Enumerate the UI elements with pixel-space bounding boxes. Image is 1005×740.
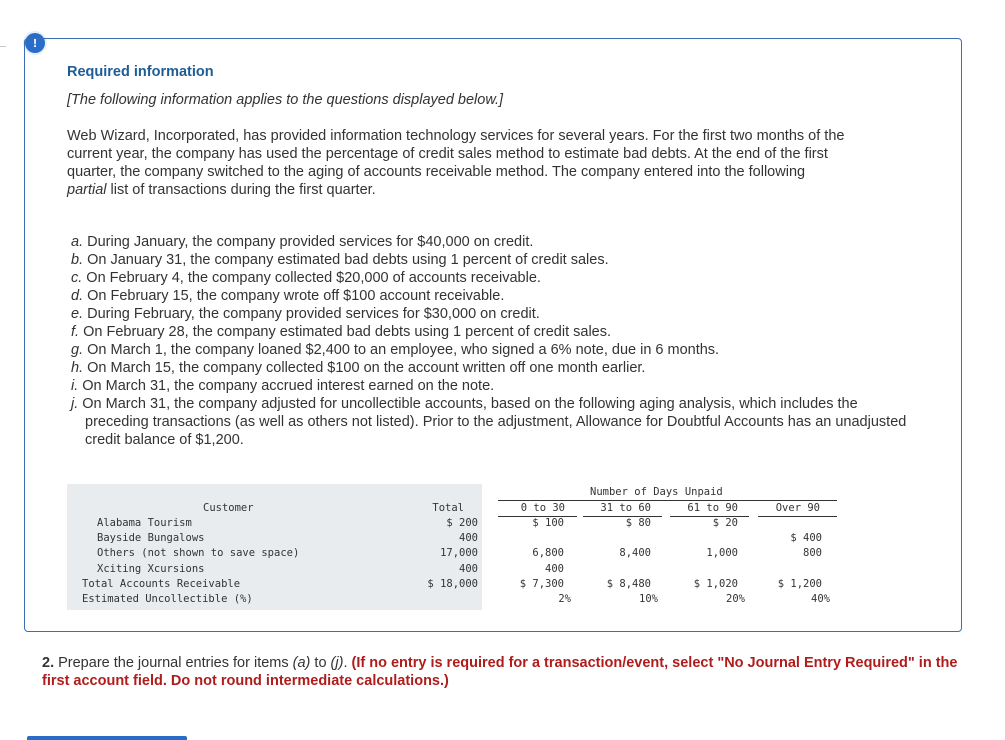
table-cell-61-90: $ 1,020: [693, 578, 738, 590]
table-cell-total: $ 18,000: [427, 578, 478, 590]
table-cell-over-90: $ 400: [790, 532, 822, 544]
list-item: f. On February 28, the company estimated bad debts using 1 percent of credit sales.: [71, 324, 612, 340]
table-cell-customer: Others (not shown to save space): [97, 547, 300, 559]
table-cell-customer: Bayside Bungalows: [97, 532, 205, 544]
list-item: b. On January 31, the company estimated bad debts using 1 percent of credit sales.: [71, 252, 609, 268]
bottom-tab-indicator[interactable]: [27, 736, 187, 740]
applies-note: [The following information applies to the questions displayed below.]: [67, 92, 504, 108]
table-cell-total: 17,000: [440, 547, 478, 559]
table-cell-0-30: $ 7,300: [519, 578, 564, 590]
header-rule: [758, 516, 837, 517]
table-cell-31-60: $ 80: [625, 517, 651, 529]
list-item: e. During February, the company provided services for $30,000 on credit.: [71, 306, 540, 322]
intro-line-rest: list of transactions during the first quarter.: [106, 182, 376, 198]
table-cell-over-90: 40%: [811, 593, 830, 605]
table-cell-customer: Xciting Xcursions: [97, 563, 205, 575]
table-cell-61-90: 1,000: [706, 547, 738, 559]
table-cell-31-60: 10%: [639, 593, 658, 605]
intro-line: quarter, the company switched to the aging of accounts receivable method. The company entered into the following: [67, 164, 806, 180]
table-cell-61-90: 20%: [726, 593, 745, 605]
intro-line: current year, the company has used the percentage of credit sales method to estimate bad debts. At the end of the first: [67, 146, 828, 162]
col-header-0-30: 0 to 30: [520, 502, 565, 514]
table-cell-total: 400: [459, 532, 478, 544]
list-item: j. On March 31, the company adjusted for uncollectible accounts, based on the following aging analysis, which includes the preceding transactions (as well as others not listed). Prior to the adjustment, Allowance for Doubtful Accounts has an unadjusted credit balance of $1,200.: [71, 396, 907, 448]
col-header-61-90: 61 to 90: [687, 502, 738, 514]
transaction-list: [71, 233, 911, 449]
list-item: c. On February 4, the company collected $20,000 of accounts receivable.: [71, 270, 541, 286]
list-item: a. During January, the company provided services for $40,000 on credit.: [71, 234, 534, 250]
col-header-over-90: Over 90: [775, 502, 820, 514]
list-item: h. On March 15, the company collected $100 on the account written off one month earlier.: [71, 360, 646, 376]
table-cell-0-30: 400: [545, 563, 564, 575]
list-item: g. On March 1, the company loaned $2,400 to an employee, who signed a 6% note, due in 6 months.: [71, 342, 720, 358]
question-number: 2.: [42, 655, 55, 671]
table-cell-total: 400: [459, 563, 478, 575]
side-divider: [0, 46, 6, 47]
intro-line: [67, 181, 927, 199]
table-cell-total: $ 200: [446, 517, 478, 529]
table-cell-31-60: $ 8,480: [606, 578, 651, 590]
table-cell-0-30: $ 100: [532, 517, 564, 529]
intro-paragraph: [67, 127, 927, 199]
alert-icon: !: [25, 33, 45, 53]
question-prompt: 2. Prepare the journal entries for items (a) to (j). (If no entry is required for a transaction/event, select "No Journal Entry Required" in the first account field. Do not round intermediate calculations.): [42, 655, 958, 689]
table-cell-over-90: $ 1,200: [777, 578, 822, 590]
col-header-total: Total: [432, 502, 464, 514]
table-cell-customer: Total Accounts Receivable: [82, 578, 241, 590]
col-header-31-60: 31 to 60: [600, 502, 651, 514]
col-header-customer: Customer: [203, 502, 254, 514]
table-cell-0-30: 6,800: [532, 547, 564, 559]
table-cell-0-30: 2%: [558, 593, 571, 605]
section-heading: Required information: [67, 64, 214, 80]
question-instruction: (If no entry is required for a transaction/event, select "No Journal Entry Required" in the first account field. Do not round intermediate calculations.): [42, 655, 958, 689]
list-item: d. On February 15, the company wrote off $100 account receivable.: [71, 288, 505, 304]
table-cell-over-90: 800: [803, 547, 822, 559]
table-cell-61-90: $ 20: [712, 517, 738, 529]
table-cell-31-60: 8,400: [619, 547, 651, 559]
days-unpaid-header: Number of Days Unpaid: [590, 486, 723, 498]
table-cell-customer: Alabama Tourism: [97, 517, 192, 529]
table-cell-customer: Estimated Uncollectible (%): [82, 593, 253, 605]
list-item: i. On March 31, the company accrued interest earned on the note.: [71, 378, 495, 394]
intro-line: Web Wizard, Incorporated, has provided information technology services for several years. For the first two months of the: [67, 128, 845, 144]
partial-emphasis: partial: [67, 182, 107, 198]
